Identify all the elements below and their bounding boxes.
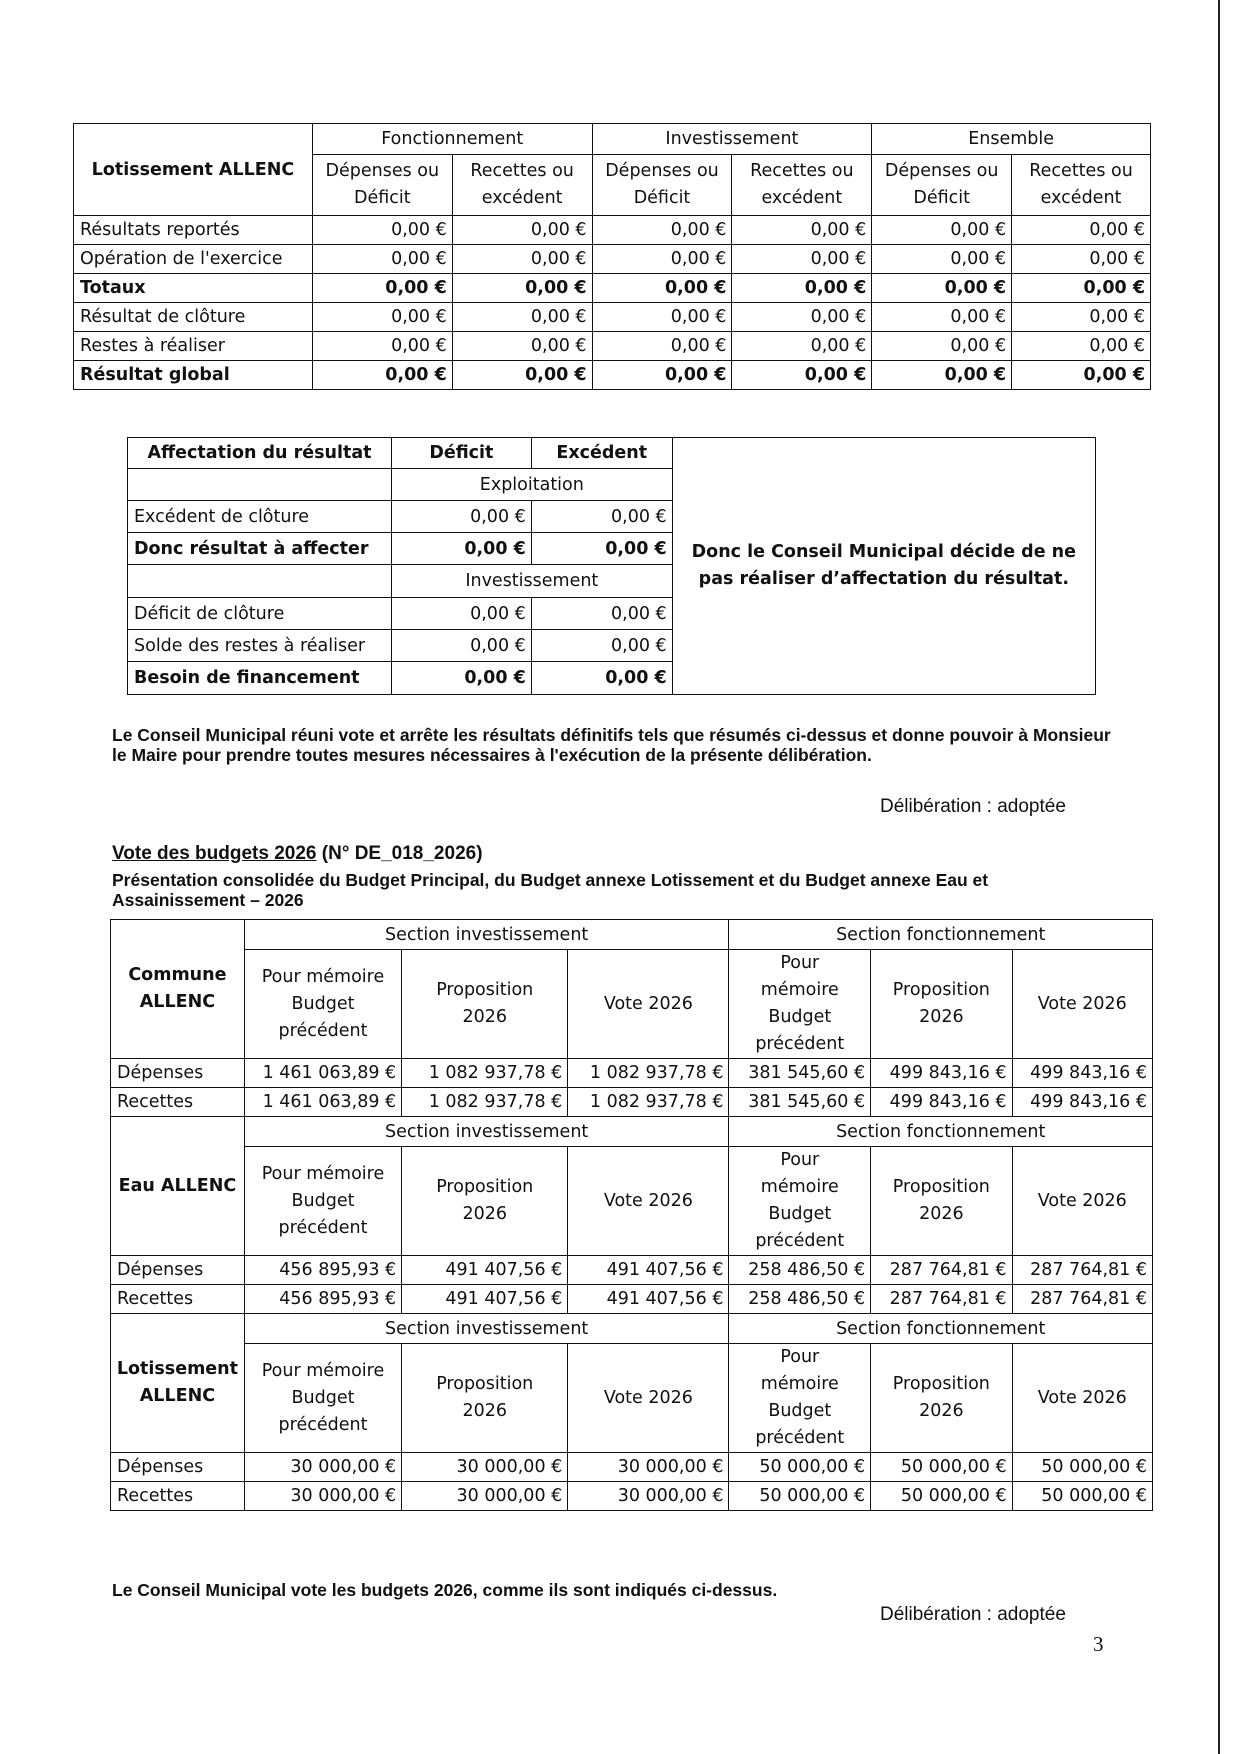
value-cell: 0,00 € xyxy=(732,216,872,245)
col-vote: Vote 2026 xyxy=(568,1344,729,1453)
value-cell: 0,00 € xyxy=(872,274,1012,303)
value-cell: 1 082 937,78 € xyxy=(402,1088,568,1117)
col-proposition: Proposition 2026 xyxy=(871,1344,1012,1453)
value-cell: 0,00 € xyxy=(1012,332,1151,361)
value-cell: 456 895,93 € xyxy=(244,1285,401,1314)
value-cell: 287 764,81 € xyxy=(871,1285,1012,1314)
section-header-row xyxy=(111,1314,1153,1344)
value-cell: 0,00 € xyxy=(592,332,732,361)
value-cell: 0,00 € xyxy=(1012,274,1151,303)
col-vote: Vote 2026 xyxy=(1012,1344,1152,1453)
affectation-table xyxy=(127,437,1096,695)
col-proposition: Proposition 2026 xyxy=(871,950,1012,1059)
deficit-value: 0,00 € xyxy=(391,598,531,630)
section-fonctionnement: Section fonctionnement xyxy=(729,1117,1153,1147)
excedent-value: 0,00 € xyxy=(531,630,672,662)
row-label: Excédent de clôture xyxy=(128,501,392,533)
value-cell: 0,00 € xyxy=(592,274,732,303)
table-row xyxy=(74,303,1151,332)
resolution-paragraph: Le Conseil Municipal réuni vote et arrête les résultats définitifs tels que résumés ci-dessus et donne pouvoir à Monsieur le Maire pour prendre toutes mesures nécessaires à l'exécution de la présente délibération. xyxy=(112,725,1111,765)
value-cell: 0,00 € xyxy=(452,216,592,245)
value-cell: 491 407,56 € xyxy=(402,1256,568,1285)
value-cell: 0,00 € xyxy=(1012,245,1151,274)
value-cell: 0,00 € xyxy=(872,361,1012,390)
deficit-value: 0,00 € xyxy=(391,501,531,533)
row-label: Résultat de clôture xyxy=(74,303,313,332)
value-cell: 0,00 € xyxy=(592,303,732,332)
excedent-header: Excédent xyxy=(531,438,672,469)
column-header-row xyxy=(111,950,1153,1059)
vote-title: Vote des budgets 2026 xyxy=(112,843,317,864)
value-cell: 1 082 937,78 € xyxy=(568,1059,729,1088)
col-vote: Vote 2026 xyxy=(568,950,729,1059)
value-cell: 0,00 € xyxy=(312,274,452,303)
table-row xyxy=(74,361,1151,390)
value-cell: 50 000,00 € xyxy=(729,1453,871,1482)
vote-heading xyxy=(112,843,483,865)
group-header: Ensemble xyxy=(872,124,1151,155)
excedent-value: 0,00 € xyxy=(531,533,672,565)
value-cell: 456 895,93 € xyxy=(244,1256,401,1285)
adopted-status: Délibération : adoptée xyxy=(880,1604,1066,1625)
empty-cell xyxy=(128,565,392,598)
table-row xyxy=(111,1285,1153,1314)
row-label: Recettes xyxy=(111,1482,245,1511)
table-row xyxy=(74,245,1151,274)
value-cell: 0,00 € xyxy=(312,332,452,361)
col-proposition: Proposition 2026 xyxy=(871,1147,1012,1256)
table-row xyxy=(74,332,1151,361)
value-cell: 30 000,00 € xyxy=(568,1482,729,1511)
budgets-table xyxy=(110,919,1153,1511)
value-cell: 30 000,00 € xyxy=(402,1453,568,1482)
value-cell: 491 407,56 € xyxy=(568,1285,729,1314)
vote-paragraph: Le Conseil Municipal vote les budgets 2026, comme ils sont indiqués ci-dessus. xyxy=(112,1580,778,1600)
row-label: Totaux xyxy=(74,274,313,303)
row-label: Dépenses xyxy=(111,1453,245,1482)
value-cell: 0,00 € xyxy=(312,245,452,274)
row-label: Dépenses xyxy=(111,1256,245,1285)
budget-name: Eau ALLENC xyxy=(111,1117,245,1256)
sub-header: Dépenses ou Déficit xyxy=(592,155,732,216)
page-number: 3 xyxy=(1093,1632,1104,1656)
value-cell: 0,00 € xyxy=(732,361,872,390)
col-memoire: Pour mémoire Budget précédent xyxy=(729,1344,871,1453)
sub-header: Dépenses ou Déficit xyxy=(312,155,452,216)
value-cell: 0,00 € xyxy=(1012,303,1151,332)
deficit-header: Déficit xyxy=(391,438,531,469)
value-cell: 50 000,00 € xyxy=(871,1482,1012,1511)
value-cell: 1 082 937,78 € xyxy=(568,1088,729,1117)
excedent-value: 0,00 € xyxy=(531,501,672,533)
value-cell: 1 082 937,78 € xyxy=(402,1059,568,1088)
value-cell: 381 545,60 € xyxy=(729,1088,871,1117)
row-label: Résultat global xyxy=(74,361,313,390)
value-cell: 0,00 € xyxy=(452,332,592,361)
col-proposition: Proposition 2026 xyxy=(402,1344,568,1453)
value-cell: 0,00 € xyxy=(872,216,1012,245)
value-cell: 0,00 € xyxy=(452,303,592,332)
value-cell: 1 461 063,89 € xyxy=(244,1088,401,1117)
value-cell: 381 545,60 € xyxy=(729,1059,871,1088)
row-label: Déficit de clôture xyxy=(128,598,392,630)
vote-subtitle: Présentation consolidée du Budget Principal, du Budget annexe Lotissement et du Budget annexe Eau et Assainissement – 2026 xyxy=(112,870,989,910)
column-header-row xyxy=(111,1147,1153,1256)
row-label: Besoin de financement xyxy=(128,662,392,695)
value-cell: 30 000,00 € xyxy=(568,1453,729,1482)
section-header-row xyxy=(111,920,1153,950)
value-cell: 50 000,00 € xyxy=(1012,1482,1152,1511)
value-cell: 287 764,81 € xyxy=(871,1256,1012,1285)
table-row xyxy=(74,274,1151,303)
sub-header: Recettes ou excédent xyxy=(1012,155,1151,216)
empty-cell xyxy=(128,469,392,501)
row-label: Recettes xyxy=(111,1285,245,1314)
value-cell: 0,00 € xyxy=(872,303,1012,332)
deficit-value: 0,00 € xyxy=(391,630,531,662)
group-header: Investissement xyxy=(592,124,872,155)
table-row xyxy=(111,1453,1153,1482)
value-cell: 0,00 € xyxy=(592,361,732,390)
lotissement-results-table xyxy=(73,123,1151,390)
value-cell: 0,00 € xyxy=(872,332,1012,361)
section-investissement: Section investissement xyxy=(244,920,729,950)
group-header: Fonctionnement xyxy=(312,124,592,155)
section-fonctionnement: Section fonctionnement xyxy=(729,1314,1153,1344)
col-memoire: Pour mémoire Budget précédent xyxy=(729,950,871,1059)
value-cell: 30 000,00 € xyxy=(402,1482,568,1511)
value-cell: 491 407,56 € xyxy=(568,1256,729,1285)
section-exploitation: Exploitation xyxy=(391,469,672,501)
sub-header: Recettes ou excédent xyxy=(732,155,872,216)
excedent-value: 0,00 € xyxy=(531,598,672,630)
value-cell: 0,00 € xyxy=(452,274,592,303)
vote-number: (N° DE_018_2026) xyxy=(316,843,483,864)
value-cell: 0,00 € xyxy=(592,216,732,245)
table-row xyxy=(111,1256,1153,1285)
deficit-value: 0,00 € xyxy=(391,533,531,565)
value-cell: 499 843,16 € xyxy=(1012,1088,1152,1117)
value-cell: 30 000,00 € xyxy=(244,1482,401,1511)
col-memoire: Pour mémoire Budget précédent xyxy=(729,1147,871,1256)
col-memoire: Pour mémoire Budget précédent xyxy=(244,1147,401,1256)
col-proposition: Proposition 2026 xyxy=(402,950,568,1059)
value-cell: 30 000,00 € xyxy=(244,1453,401,1482)
value-cell: 491 407,56 € xyxy=(402,1285,568,1314)
value-cell: 0,00 € xyxy=(452,361,592,390)
value-cell: 0,00 € xyxy=(312,361,452,390)
table-corner-label: Lotissement ALLENC xyxy=(74,124,313,216)
table-row xyxy=(111,1059,1153,1088)
value-cell: 499 843,16 € xyxy=(871,1088,1012,1117)
value-cell: 258 486,50 € xyxy=(729,1285,871,1314)
section-header-row xyxy=(111,1117,1153,1147)
value-cell: 0,00 € xyxy=(312,303,452,332)
row-label: Opération de l'exercice xyxy=(74,245,313,274)
row-label: Restes à réaliser xyxy=(74,332,313,361)
section-fonctionnement: Section fonctionnement xyxy=(729,920,1153,950)
affectation-decision: Donc le Conseil Municipal décide de ne pas réaliser d’affectation du résultat. xyxy=(672,438,1095,695)
value-cell: 499 843,16 € xyxy=(1012,1059,1152,1088)
table-row xyxy=(74,216,1151,245)
value-cell: 50 000,00 € xyxy=(871,1453,1012,1482)
budget-name: Lotissement ALLENC xyxy=(111,1314,245,1453)
row-label: Recettes xyxy=(111,1088,245,1117)
col-proposition: Proposition 2026 xyxy=(402,1147,568,1256)
col-vote: Vote 2026 xyxy=(1012,1147,1152,1256)
value-cell: 0,00 € xyxy=(732,245,872,274)
value-cell: 0,00 € xyxy=(872,245,1012,274)
value-cell: 0,00 € xyxy=(732,332,872,361)
affectation-header: Affectation du résultat xyxy=(128,438,392,469)
value-cell: 0,00 € xyxy=(312,216,452,245)
sub-header: Recettes ou excédent xyxy=(452,155,592,216)
section-investissement: Section investissement xyxy=(244,1117,729,1147)
scan-edge-line xyxy=(1218,0,1220,1754)
col-vote: Vote 2026 xyxy=(1012,950,1152,1059)
col-memoire: Pour mémoire Budget précédent xyxy=(244,950,401,1059)
value-cell: 0,00 € xyxy=(1012,361,1151,390)
value-cell: 0,00 € xyxy=(1012,216,1151,245)
value-cell: 1 461 063,89 € xyxy=(244,1059,401,1088)
deficit-value: 0,00 € xyxy=(391,662,531,695)
value-cell: 0,00 € xyxy=(732,274,872,303)
row-label: Donc résultat à affecter xyxy=(128,533,392,565)
value-cell: 50 000,00 € xyxy=(1012,1453,1152,1482)
row-label: Solde des restes à réaliser xyxy=(128,630,392,662)
value-cell: 0,00 € xyxy=(732,303,872,332)
value-cell: 0,00 € xyxy=(452,245,592,274)
value-cell: 50 000,00 € xyxy=(729,1482,871,1511)
section-investissement: Section investissement xyxy=(244,1314,729,1344)
value-cell: 0,00 € xyxy=(592,245,732,274)
table-row xyxy=(111,1088,1153,1117)
budget-name: Commune ALLENC xyxy=(111,920,245,1059)
sub-header: Dépenses ou Déficit xyxy=(872,155,1012,216)
col-memoire: Pour mémoire Budget précédent xyxy=(244,1344,401,1453)
excedent-value: 0,00 € xyxy=(531,662,672,695)
adopted-status: Délibération : adoptée xyxy=(880,796,1066,817)
value-cell: 287 764,81 € xyxy=(1012,1256,1152,1285)
col-vote: Vote 2026 xyxy=(568,1147,729,1256)
column-header-row xyxy=(111,1344,1153,1453)
value-cell: 258 486,50 € xyxy=(729,1256,871,1285)
table-row xyxy=(111,1482,1153,1511)
row-label: Résultats reportés xyxy=(74,216,313,245)
value-cell: 499 843,16 € xyxy=(871,1059,1012,1088)
row-label: Dépenses xyxy=(111,1059,245,1088)
value-cell: 287 764,81 € xyxy=(1012,1285,1152,1314)
section-investissement: Investissement xyxy=(391,565,672,598)
